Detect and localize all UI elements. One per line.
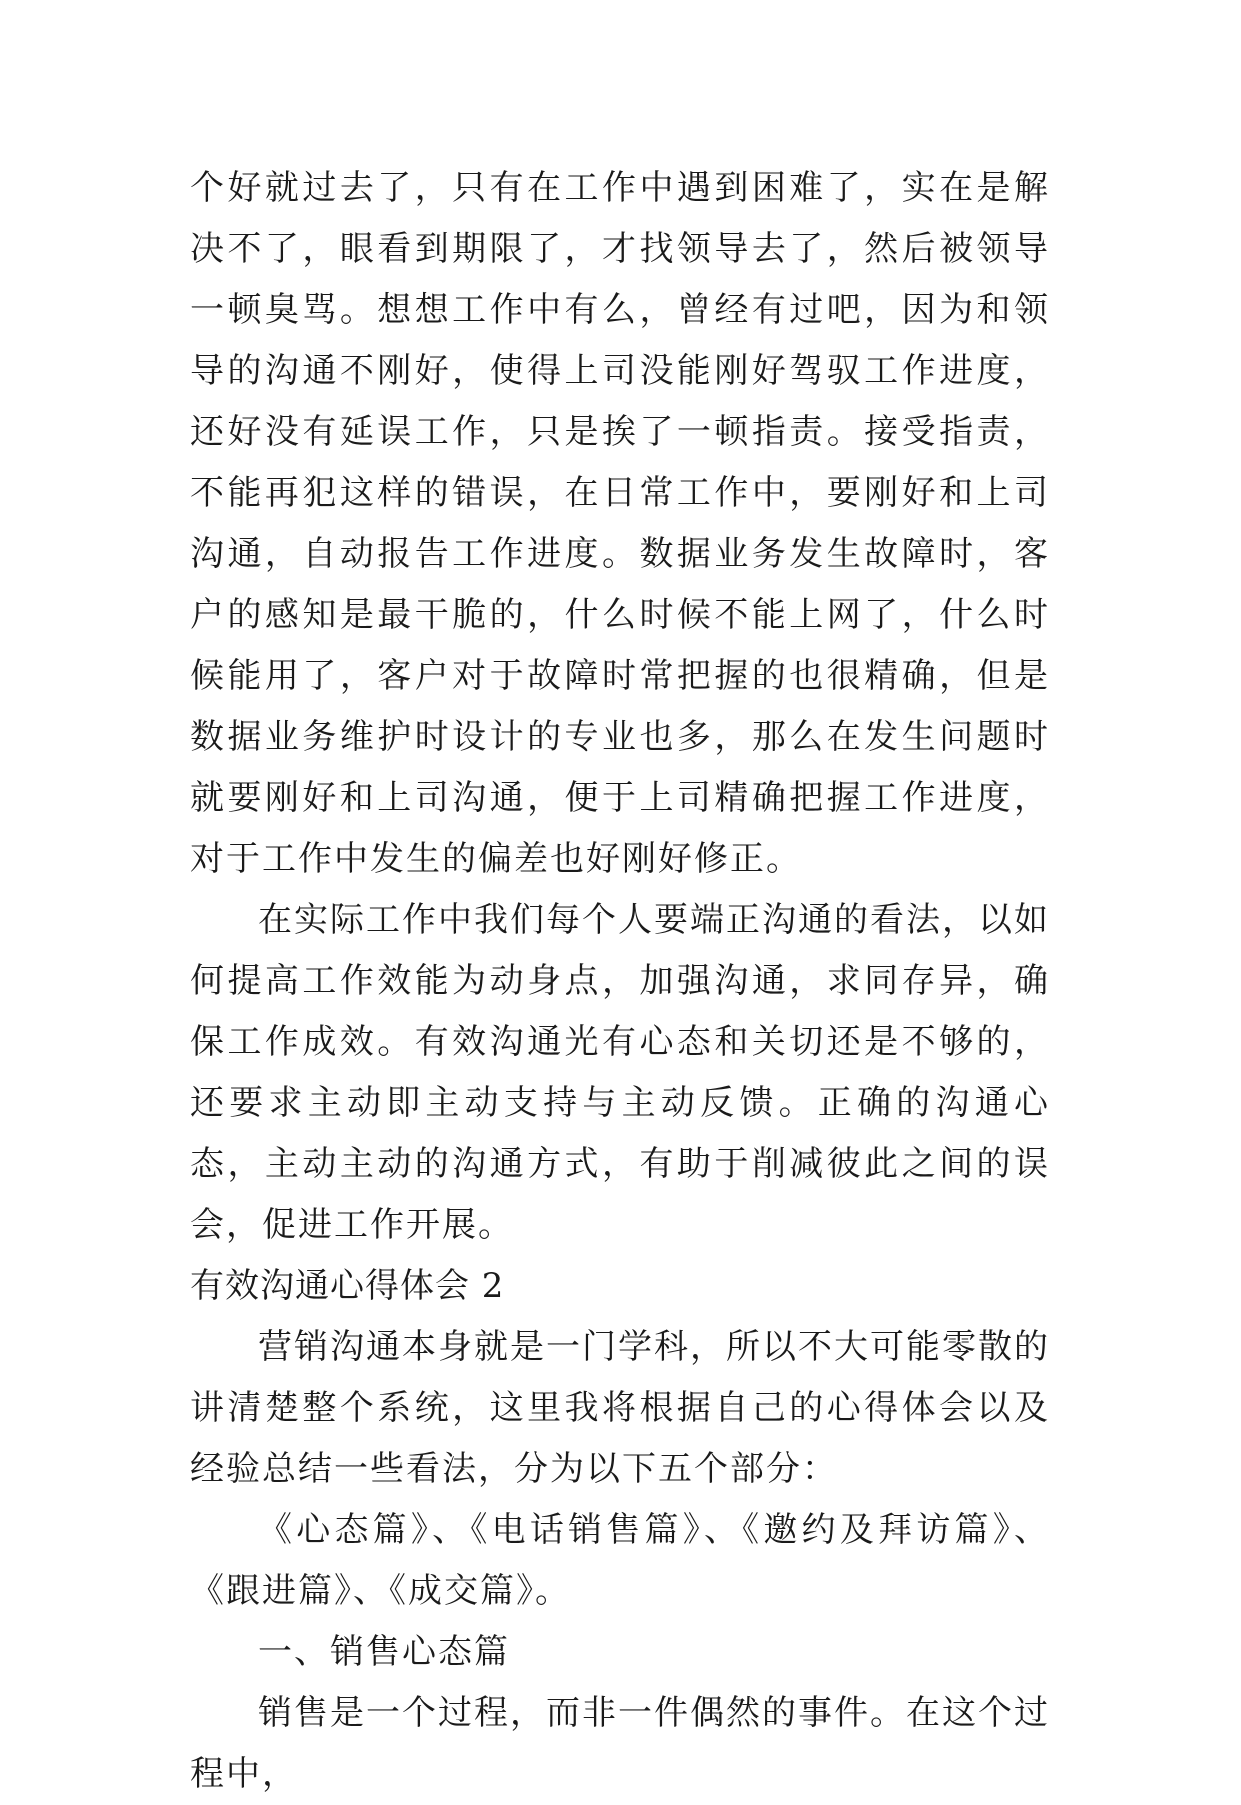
document-body	[190, 158, 1050, 1805]
subsection-heading: 一、销售心态篇	[258, 1632, 510, 1672]
paragraph-intro: 营销沟通本身就是一门学科，所以不大可能零散的讲清楚整个系统，这里我将根据自己的心得体会以及经验总结一些看法，分为以下五个部分：	[190, 1327, 1050, 1489]
paragraph-communication-attitude: 在实际工作中我们每个人要端正沟通的看法，以如何提高工作效能为动身点，加强沟通，求同存异，确保工作成效。有效沟通光有心态和关切还是不够的，还要求主动即主动支持与主动反馈。正确的沟通心态，主动主动的沟通方式，有助于削减彼此之间的误会，促进工作开展。	[190, 900, 1050, 1245]
paragraph-chapter-list: 《心态篇》、《电话销售篇》、《邀约及拜访篇》、《跟进篇》、《成交篇》。	[190, 1510, 1050, 1611]
section-title: 有效沟通心得体会 2	[190, 1266, 505, 1306]
paragraph-sales-process: 销售是一个过程，而非一件偶然的事件。在这个过程中，	[190, 1693, 1050, 1794]
paragraph-continued: 个好就过去了，只有在工作中遇到困难了，实在是解决不了，眼看到期限了，才找领导去了，然后被领导一顿臭骂。想想工作中有么，曾经有过吧，因为和领导的沟通不刚好，使得上司没能刚好驾驭工作进度，还好没有延误工作，只是挨了一顿指责。接受指责，不能再犯这样的错误，在日常工作中，要刚好和上司沟通，自动报告工作进度。数据业务发生故障时，客户的感知是最干脆的，什么时候不能上网了，什么时候能用了，客户对于故障时常把握的也很精确，但是数据业务维护时设计的专业也多，那么在发生问题时就要刚好和上司沟通，便于上司精确把握工作进度，对于工作中发生的偏差也好刚好修正。	[190, 168, 1050, 879]
